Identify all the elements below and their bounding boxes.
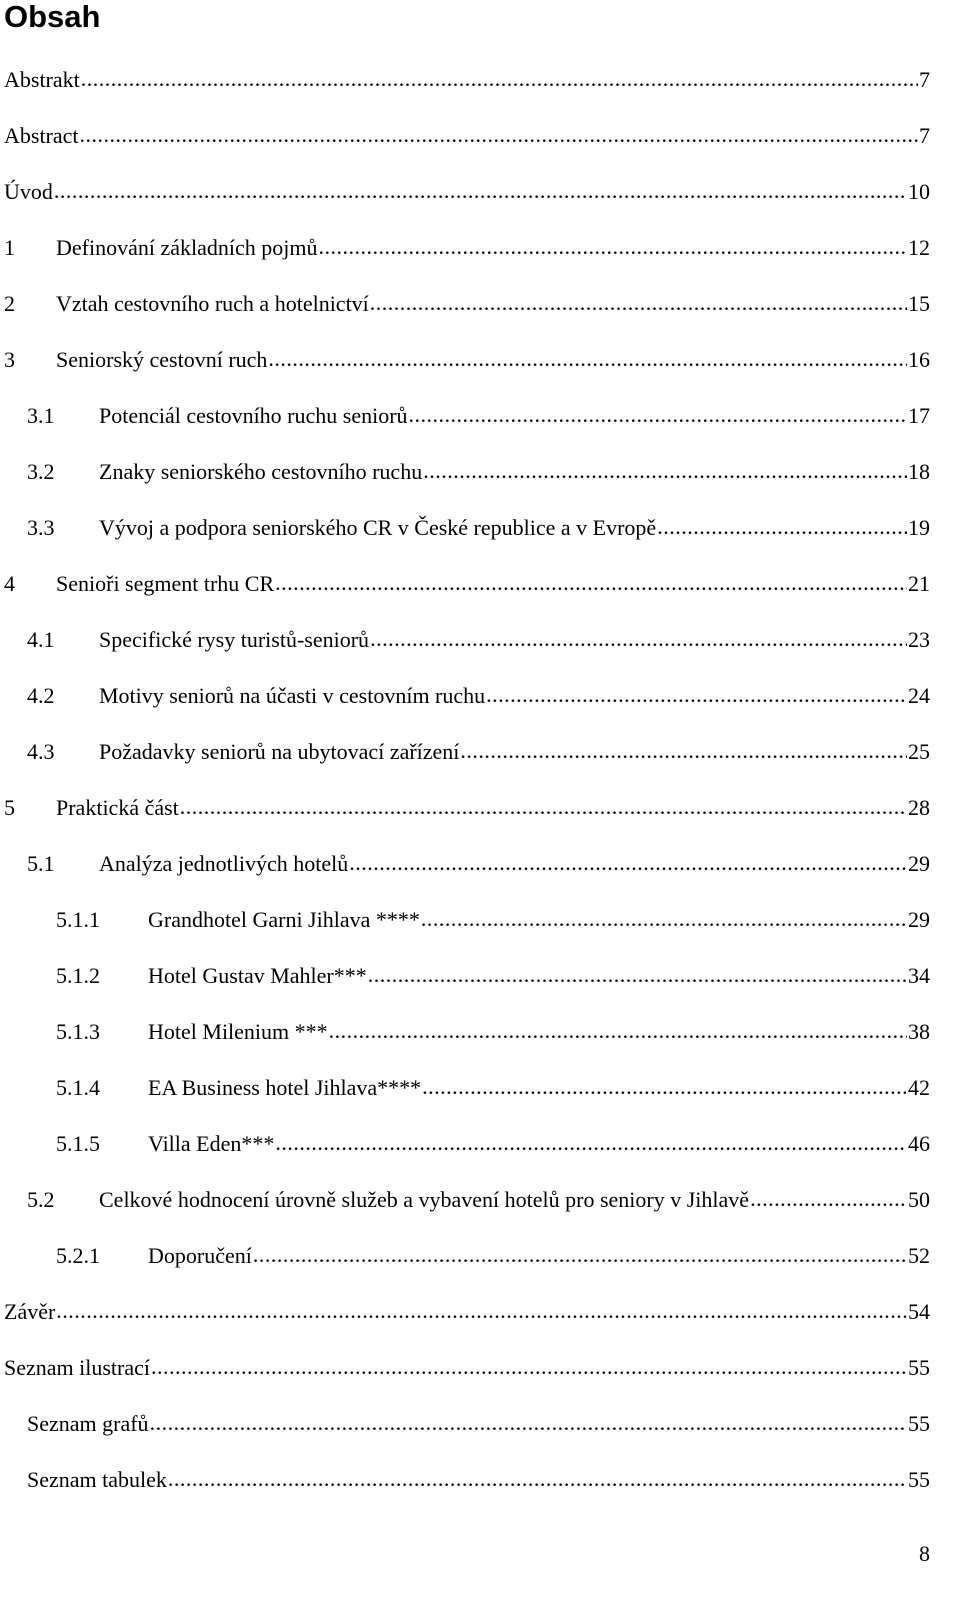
toc-entry-page: 18 <box>908 459 930 484</box>
toc-entry-page: 29 <box>908 907 930 932</box>
toc-entry-title: Abstract <box>4 123 79 148</box>
toc-entry-number: 3.1 <box>27 403 55 428</box>
toc-entry-page: 38 <box>908 1019 930 1044</box>
toc-entry-page: 25 <box>908 739 930 764</box>
toc-entry-number: 5.2 <box>27 1187 55 1212</box>
toc-entry-page: 55 <box>908 1355 930 1380</box>
toc-entry-page: 7 <box>919 123 930 148</box>
toc-entry[interactable] <box>4 235 930 265</box>
toc-entry-number: 5.1.1 <box>56 907 100 932</box>
dot-leader <box>54 178 907 204</box>
toc-entry[interactable] <box>56 907 930 937</box>
toc-entry-page: 46 <box>908 1131 930 1156</box>
toc-entry-title: Analýza jednotlivých hotelů <box>99 851 349 876</box>
toc-entry-title: Doporučení <box>148 1243 252 1268</box>
toc-entry-title: EA Business hotel Jihlava**** <box>148 1075 422 1100</box>
dot-leader <box>180 794 907 820</box>
toc-entry-page: 21 <box>908 571 930 596</box>
toc-entry-page: 55 <box>908 1467 930 1492</box>
page-number: 8 <box>919 1541 930 1566</box>
toc-entry[interactable] <box>27 627 930 657</box>
toc-entry[interactable] <box>27 403 930 433</box>
toc-entry-title: Hotel Gustav Mahler*** <box>148 963 367 988</box>
dot-leader <box>349 850 907 876</box>
toc-entry-number: 2 <box>4 291 15 316</box>
toc-entry-page: 23 <box>908 627 930 652</box>
toc-entry[interactable] <box>4 291 930 321</box>
toc-entry[interactable] <box>56 1243 930 1273</box>
dot-leader <box>422 1074 907 1100</box>
toc-entry-title: Specifické rysy turistů-seniorů <box>99 627 370 652</box>
toc-entry-number: 5.1.2 <box>56 963 100 988</box>
toc-entry-title: Motivy seniorů na účasti v cestovním ruchu <box>99 683 486 708</box>
toc-entry-number: 5.1 <box>27 851 55 876</box>
toc-entry-number: 3.2 <box>27 459 55 484</box>
toc-entry-title: Vztah cestovního ruch a hotelnictví <box>56 291 369 316</box>
toc-entry-number: 3.3 <box>27 515 55 540</box>
toc-entry-title: Seniorský cestovní ruch <box>56 347 268 372</box>
toc-entry-title: Senioři segment trhu CR <box>56 571 275 596</box>
dot-leader <box>253 1242 907 1268</box>
toc-entry-number: 4.2 <box>27 683 55 708</box>
dot-leader <box>423 458 907 484</box>
toc-entry-page: 54 <box>908 1299 930 1324</box>
toc-entry-title: Villa Eden*** <box>148 1131 275 1156</box>
dot-leader <box>368 962 907 988</box>
toc-entry[interactable] <box>27 515 930 545</box>
toc-entry-title: Úvod <box>4 179 53 204</box>
toc-entry-number: 5.1.5 <box>56 1131 100 1156</box>
toc-entry-number: 4 <box>4 571 15 596</box>
toc-entry-title: Praktická část <box>56 795 179 820</box>
dot-leader <box>81 66 918 92</box>
dot-leader <box>750 1186 907 1212</box>
toc-entry[interactable] <box>4 1299 930 1329</box>
toc-entry-page: 19 <box>908 515 930 540</box>
dot-leader <box>275 1130 907 1156</box>
toc-entry-page: 12 <box>908 235 930 260</box>
toc-entry-title: Vývoj a podpora seniorského CR v České republice a v Evropě <box>99 515 657 540</box>
dot-leader <box>329 1018 907 1044</box>
dot-leader <box>460 738 907 764</box>
toc-entry-page: 42 <box>908 1075 930 1100</box>
toc-entry-number: 1 <box>4 235 15 260</box>
toc-entry-number: 3 <box>4 347 15 372</box>
dot-leader <box>318 234 907 260</box>
toc-entry-title: Hotel Milenium *** <box>148 1019 328 1044</box>
toc-entry-title: Znaky seniorského cestovního ruchu <box>99 459 423 484</box>
toc-entry[interactable] <box>27 1187 930 1217</box>
toc-entry[interactable] <box>4 123 930 153</box>
toc-entry-title: Celkové hodnocení úrovně služeb a vybavení hotelů pro seniory v Jihlavě <box>99 1187 750 1212</box>
toc-entry-number: 5.1.4 <box>56 1075 100 1100</box>
toc-entry-number: 4.3 <box>27 739 55 764</box>
dot-leader <box>275 570 907 596</box>
toc-entry[interactable] <box>27 459 930 489</box>
toc-entry[interactable] <box>4 1355 930 1385</box>
toc-entry-page: 17 <box>908 403 930 428</box>
toc-entry[interactable] <box>56 1019 930 1049</box>
dot-leader <box>268 346 907 372</box>
toc-entry-title: Seznam tabulek <box>27 1467 167 1492</box>
toc-entry-number: 5 <box>4 795 15 820</box>
toc-entry[interactable] <box>56 963 930 993</box>
dot-leader <box>151 1354 907 1380</box>
toc-entry-number: 5.2.1 <box>56 1243 100 1268</box>
toc-entry-page: 16 <box>908 347 930 372</box>
toc-entry-title: Seznam grafů <box>27 1411 149 1436</box>
toc-entry-page: 10 <box>908 179 930 204</box>
toc-entry[interactable] <box>56 1075 930 1105</box>
dot-leader <box>150 1410 907 1436</box>
dot-leader <box>421 906 907 932</box>
toc-entry-title: Potenciál cestovního ruchu seniorů <box>99 403 408 428</box>
toc-entry[interactable] <box>27 851 930 881</box>
toc-entry-number: 4.1 <box>27 627 55 652</box>
toc-entry[interactable] <box>27 1467 930 1497</box>
toc-entry[interactable] <box>27 1411 930 1441</box>
toc-entry[interactable] <box>4 795 930 825</box>
toc-entry-page: 28 <box>908 795 930 820</box>
dot-leader <box>370 290 907 316</box>
toc-entry-page: 24 <box>908 683 930 708</box>
toc-entry[interactable] <box>27 739 930 769</box>
toc-entry-title: Abstrakt <box>4 67 80 92</box>
toc-entry[interactable] <box>56 1131 930 1161</box>
toc-entry-title: Požadavky seniorů na ubytovací zařízení <box>99 739 460 764</box>
toc-entry-title: Grandhotel Garni Jihlava **** <box>148 907 420 932</box>
toc-entry[interactable] <box>4 179 930 209</box>
toc-entry-page: 7 <box>919 67 930 92</box>
toc-entry-title: Seznam ilustrací <box>4 1355 151 1380</box>
toc-entry-page: 34 <box>908 963 930 988</box>
dot-leader <box>168 1466 907 1492</box>
page-title: Obsah <box>4 0 101 34</box>
dot-leader <box>80 122 918 148</box>
toc-entry-page: 29 <box>908 851 930 876</box>
toc-entry-page: 52 <box>908 1243 930 1268</box>
toc-entry[interactable] <box>4 571 930 601</box>
toc-entry-page: 50 <box>908 1187 930 1212</box>
dot-leader <box>56 1298 907 1324</box>
toc-entry-page: 55 <box>908 1411 930 1436</box>
dot-leader <box>657 514 907 540</box>
toc-entry-title: Definování základních pojmů <box>56 235 318 260</box>
toc-entry-number: 5.1.3 <box>56 1019 100 1044</box>
toc-entry[interactable] <box>27 683 930 713</box>
dot-leader <box>486 682 907 708</box>
dot-leader <box>370 626 907 652</box>
toc-entry-page: 15 <box>908 291 930 316</box>
toc-entry[interactable] <box>4 347 930 377</box>
dot-leader <box>409 402 907 428</box>
toc-entry[interactable] <box>4 67 930 97</box>
toc-entry-title: Závěr <box>4 1299 56 1324</box>
